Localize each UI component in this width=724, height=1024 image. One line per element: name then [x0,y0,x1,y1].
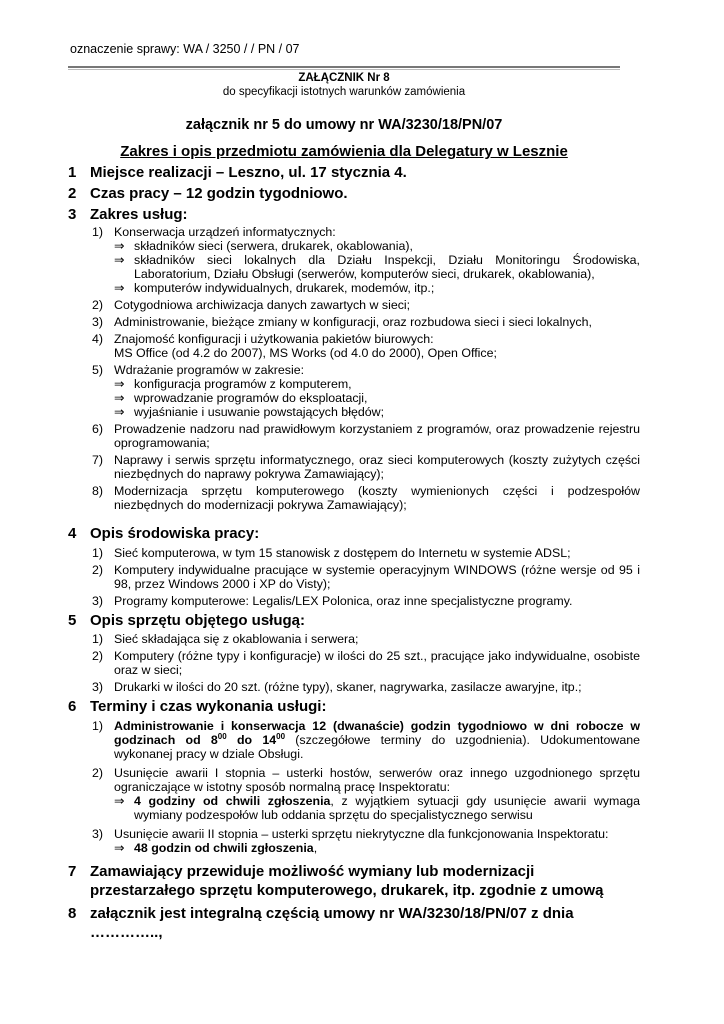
arrow-icon: ⇒ [114,253,125,267]
arrow-icon: ⇒ [114,405,125,419]
item-bold-text: Administrowanie i konserwacja 12 (dwanaście) godzin tygodniowo w dni robocze w godzinach od 8 [114,719,640,747]
item-marker: 1) [92,225,104,239]
item-marker: 2) [92,563,104,577]
item-text: Sieć składająca się z okablowania i serwera; [114,632,359,646]
item-marker: 2) [92,298,104,312]
item-text: Prowadzenie nadzoru nad prawidłowym korzystaniem z programów, oraz prowadzenie rejestru oprogramowania; [114,422,640,450]
item-text: Administrowanie, bieżące zmiany w konfiguracji, oraz rozbudowa sieci i sieci lokalnych, [114,315,592,329]
contract-reference: załącznik nr 5 do umowy nr WA/3230/18/PN/07 [185,117,503,133]
section-text: Zamawiający przewiduje możliwość wymiany lub modernizacji przestarzałego sprzętu komputerowego, drukarek, itp. zgodnie z umową [90,863,604,899]
case-reference: oznaczenie sprawy: WA / 3250 / / PN / 07 [70,42,300,56]
list-item [68,332,640,360]
attachment-subtitle: do specyfikacji istotnych warunków zamówienia [222,86,466,98]
item-marker: 1) [92,546,104,560]
item-text: Komputery indywidualne pracujące w systemie operacyjnym WINDOWS (różne wersje od 95 i 98, przez Windows 2000 i XP do Visty); [114,563,640,591]
list-item [68,719,640,761]
item-marker: 3) [92,594,104,608]
item-text: Konserwacja urządzeń informatycznych: [114,225,336,239]
attachment-number: ZAŁĄCZNIK Nr 8 [298,72,390,84]
sub-item-bold: 48 godzin od chwili zgłoszenia [134,841,314,855]
section-6-list [68,719,640,858]
list-item [68,649,640,677]
sub-item-text: składników sieci lokalnych dla Działu Inspekcji, Działu Monitoringu Środowiska, Laboratorium, Działu Obsługi (serwerów, komputerów sieci, drukarek, okablowania), [134,253,640,281]
list-item [68,484,640,512]
sub-item-text: komputerów indywidualnych, drukarek, modemów, itp.; [134,281,435,295]
item-marker: 4) [92,332,104,346]
list-item [68,225,640,295]
sub-item-text: konfiguracja programów z komputerem, [134,377,352,391]
section-number: 2 [68,185,77,202]
section-8 [68,904,640,942]
header-rule-shadow [68,69,620,70]
item-text: Usunięcie awarii I stopnia – usterki hostów, serwerów oraz innego uzgodnionego sprzętu ograniczające w istotny sposób normalną pracę Inspektoratu: [114,766,640,794]
section-number: 8 [68,905,77,922]
list-item [68,594,640,608]
list-item [68,315,640,329]
arrow-icon: ⇒ [114,377,125,391]
sub-item-text: , [313,841,318,855]
header-rule [68,66,620,68]
item-marker: 3) [92,315,104,329]
section-3-list [68,225,640,515]
sub-item [114,794,640,822]
item-marker: 1) [92,719,104,733]
sub-item-text: wprowadzanie programów do eksploatacji, [134,391,368,405]
section-title: Terminy i czas wykonania usługi: [90,698,327,715]
item-text: Naprawy i serwis sprzętu informatycznego, oraz sieci komputerowych (koszty zużytych części niezbędnych do naprawy pokrywa Zamawiający); [114,453,640,481]
section-number: 7 [68,863,77,880]
arrow-icon: ⇒ [114,239,125,253]
item-text: Wdrażanie programów w zakresie: [114,363,305,377]
list-item [68,363,640,419]
list-item [68,453,640,481]
section-title: Opis środowiska pracy: [90,525,260,542]
item-text: Cotygodniowa archiwizacja danych zawartych w sieci; [114,298,411,312]
section-5-list [68,632,640,697]
list-item [68,563,640,591]
sub-item [114,253,640,281]
superscript: 00 [276,732,286,741]
section-number: 1 [68,164,77,181]
item-text: Komputery (różne typy i konfiguracje) w ilości do 25 szt., pracujące jako indywidualne, osobiste oraz w sieci; [114,649,640,677]
section-number: 5 [68,612,77,629]
arrow-icon: ⇒ [114,281,125,295]
section-number: 6 [68,698,77,715]
document-title: Zakres i opis przedmiotu zamówienia dla Delegatury w Lesznie [120,143,568,160]
sub-item-text: , z wyjątkiem sytuacji gdy usunięcie awarii wymaga wymiany podzespołów lub oddania sprzętu do specjalistycznego serwisu [134,794,640,822]
item-bold-text-2: do 14 [226,733,277,747]
sub-item [114,841,640,855]
arrow-icon: ⇒ [114,391,125,405]
section-number: 4 [68,525,77,542]
section-4-list [68,546,640,611]
list-item [68,298,640,312]
item-text: Sieć komputerowa, w tym 15 stanowisk z dostępem do Internetu w systemie ADSL; [114,546,571,560]
item-marker: 2) [92,766,104,780]
item-marker: 5) [92,363,104,377]
list-item [68,546,640,560]
item-marker: 3) [92,680,104,694]
sub-item [114,377,640,391]
item-text: (szczegółowe terminy do uzgodnienia). Udokumentowane wykonanej pracy w dziale Obsługi. [114,733,641,761]
list-item [68,827,640,855]
item-marker: 3) [92,827,104,841]
list-item [68,632,640,646]
arrow-icon: ⇒ [114,841,125,855]
item-text: Znajomość konfiguracji i użytkowania pakietów biurowych: [114,332,434,346]
item-marker: 6) [92,422,104,436]
item-text: Usunięcie awarii II stopnia – usterki sprzętu niekrytyczne dla funkcjonowania Inspektoratu: [114,827,609,841]
section-text: Miejsce realizacji – Leszno, ul. 17 stycznia 4. [90,164,407,181]
sub-item-text: wyjaśnianie i usuwanie powstających błędów; [134,405,385,419]
section-7 [68,862,640,900]
arrow-icon: ⇒ [114,794,125,808]
item-text: Programy komputerowe: Legalis/LEX Polonica, oraz inne specjalistyczne programy. [114,594,573,608]
item-marker: 7) [92,453,104,467]
section-title: Zakres usług: [90,206,188,223]
sub-item [114,405,640,419]
sub-item [114,239,640,253]
item-text-continued: MS Office (od 4.2 do 2007), MS Works (od 4.0 do 2000), Open Office; [114,346,497,360]
list-item [68,422,640,450]
item-text: Modernizacja sprzętu komputerowego (koszty wymienionych części i podzespołów niezbędnych do modernizacji pokrywa Zamawiający); [114,484,640,512]
section-title: Opis sprzętu objętego usługą: [90,612,306,629]
item-marker: 1) [92,632,104,646]
sub-item-bold: 4 godziny od chwili zgłoszenia [134,794,331,808]
sub-item [114,391,640,405]
item-marker: 8) [92,484,104,498]
list-item [68,680,640,694]
section-text: Czas pracy – 12 godzin tygodniowo. [90,185,348,202]
item-text: Drukarki w ilości do 20 szt. (różne typy), skaner, nagrywarka, zasilacze awaryjne, itp.; [114,680,582,694]
superscript: 00 [217,732,227,741]
sub-item-text: składników sieci (serwera, drukarek, okablowania), [134,239,413,253]
item-marker: 2) [92,649,104,663]
section-text: załącznik jest integralną częścią umowy nr WA/3230/18/PN/07 z dnia ………….., [90,905,574,941]
section-number: 3 [68,206,77,223]
list-item [68,766,640,822]
sub-item [114,281,640,295]
